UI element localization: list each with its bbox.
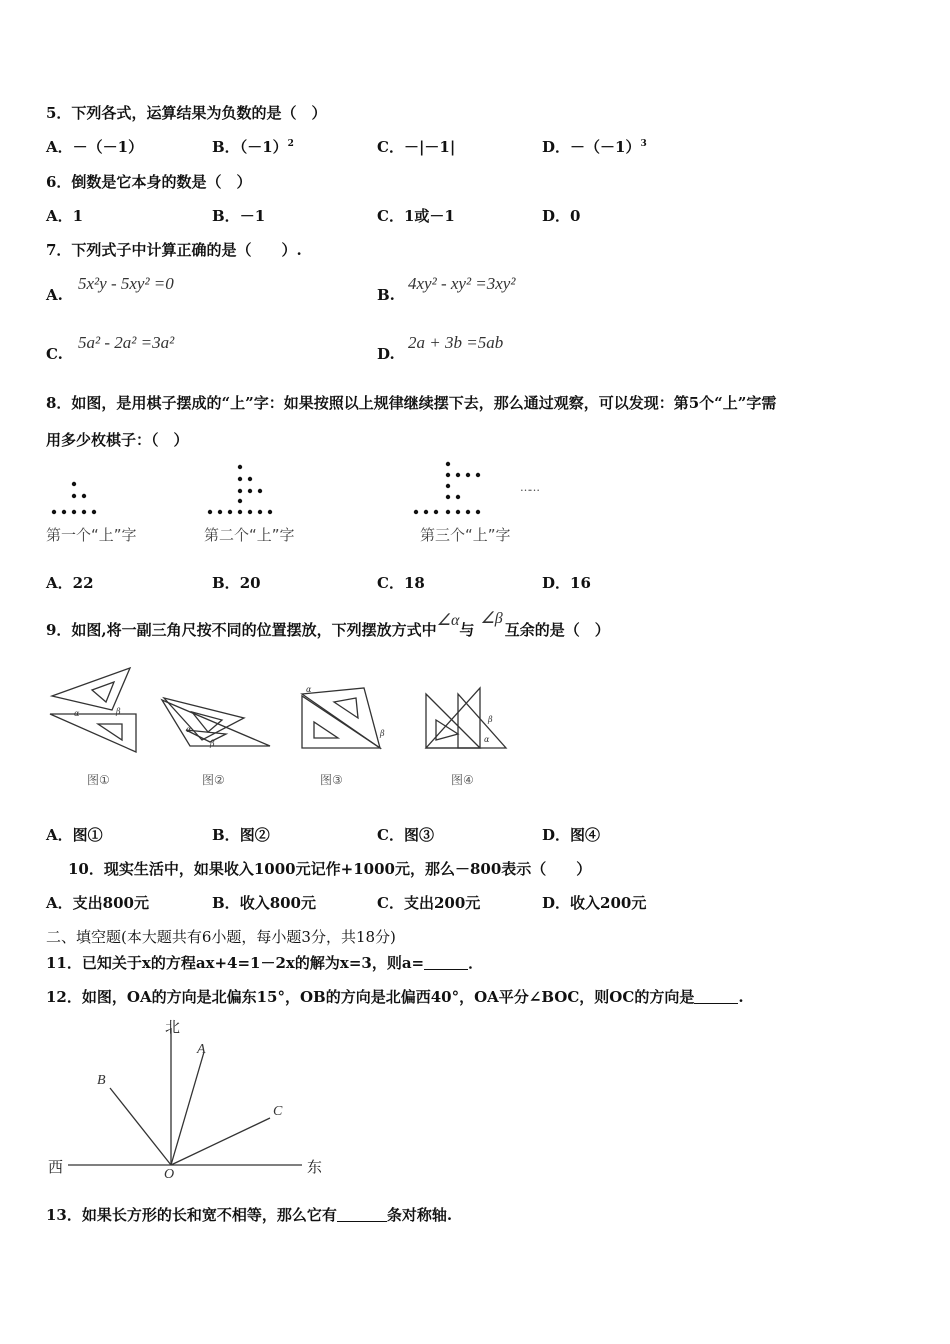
q8-figure-2-dots bbox=[208, 465, 272, 514]
q7-stem: 7．下列式子中计算正确的是（ ）. bbox=[46, 241, 302, 259]
q9-alpha: ∠α bbox=[436, 612, 460, 629]
svg-text:β: β bbox=[488, 715, 493, 724]
q7-option-d-expr: 2a + 3b =5ab bbox=[408, 333, 504, 352]
q8-figure bbox=[40, 455, 580, 525]
q12-ray-ob bbox=[110, 1088, 171, 1165]
q8-option-a: A．22 bbox=[46, 574, 94, 592]
q5-option-a: A．－（－1） bbox=[46, 138, 144, 156]
q10-stem: 10．现实生活中，如果收入1000元记作+1000元，那么－800表示（ ） bbox=[68, 860, 592, 878]
q7-option-a-expr: 5x²y - 5xy² =0 bbox=[78, 274, 174, 293]
q5-option-b: B．$(-1)^2$ bbox=[212, 138, 294, 156]
q13-stem: 13．如果长方形的长和宽不相等，那么它有 条对称轴. bbox=[46, 1206, 453, 1224]
q7-option-d-label: D. bbox=[377, 345, 395, 363]
svg-text:α: α bbox=[484, 735, 490, 744]
q9-option-d: D．图④ bbox=[542, 826, 601, 844]
q12-west-label: 西 bbox=[48, 1158, 64, 1176]
svg-text:β: β bbox=[380, 729, 385, 738]
q9-figure-3 bbox=[302, 685, 385, 748]
q12-ray-oa bbox=[171, 1052, 204, 1165]
q9-figure-2 bbox=[162, 698, 270, 748]
q8-stem-line2: 用多少枚棋子：（ ） bbox=[46, 431, 189, 449]
q12-north-label: 北 bbox=[165, 1018, 181, 1036]
q8-caption-3: 第三个“上”字 bbox=[420, 526, 511, 544]
q9-figure-3-label: 图③ bbox=[320, 773, 343, 787]
q5-option-c: C．－|－1| bbox=[377, 138, 456, 156]
q9-figure-4-label: 图④ bbox=[451, 773, 474, 787]
q6-option-a: A．1 bbox=[46, 207, 84, 225]
q11-answer-blank[interactable] bbox=[424, 955, 468, 970]
q7-option-a-label: A. bbox=[46, 286, 63, 304]
q9-option-c: C．图③ bbox=[377, 826, 434, 844]
q7-option-c-expr: 5a² - 2a² =3a² bbox=[78, 333, 175, 352]
q10-option-b: B．收入800元 bbox=[212, 894, 316, 912]
q9-option-b: B．图② bbox=[212, 826, 270, 844]
q7-option-c-label: C. bbox=[46, 345, 63, 363]
svg-text:α: α bbox=[306, 685, 312, 694]
svg-text:α: α bbox=[74, 709, 80, 718]
q12-point-c-label: C bbox=[273, 1104, 283, 1119]
q12-point-a-label: A bbox=[197, 1042, 206, 1057]
q5-stem: 5．下列各式，运算结果为负数的是（ ） bbox=[46, 104, 327, 122]
q9-figure-4 bbox=[426, 688, 506, 748]
q8-caption-2: 第二个“上”字 bbox=[204, 526, 295, 544]
q6-option-b: B．－1 bbox=[212, 207, 266, 225]
q8-caption-1: 第一个“上”字 bbox=[46, 526, 137, 544]
q12-diagram bbox=[40, 1010, 340, 1190]
q13-answer-blank[interactable] bbox=[337, 1207, 387, 1222]
q9-option-a: A．图① bbox=[46, 826, 103, 844]
q12-answer-blank[interactable] bbox=[694, 989, 738, 1004]
q8-option-b: B．20 bbox=[212, 574, 261, 592]
q9-stem: 9．如图,将一副三角尺按不同的位置摆放，下列摆放方式中∠α与∠β互余的是（ ） bbox=[46, 610, 610, 639]
q10-option-c: C．支出200元 bbox=[377, 894, 481, 912]
q8-stem-line1: 8．如图，是用棋子摆成的“上”字：如果按照以上规律继续摆下去，那么通过观察，可以发现：第5个“上”字需 bbox=[46, 394, 777, 412]
q8-option-d: D．16 bbox=[542, 574, 591, 592]
q12-point-b-label: B bbox=[97, 1073, 106, 1088]
q10-option-d: D．收入200元 bbox=[542, 894, 647, 912]
q8-ellipsis: …… bbox=[520, 481, 538, 494]
q11-stem: 11．已知关于x的方程ax+4=1－2x的解为x=3，则a= ． bbox=[46, 954, 484, 972]
q9-figure-2-label: 图② bbox=[202, 773, 225, 787]
svg-text:β: β bbox=[116, 707, 121, 716]
q12-point-o-label: O bbox=[164, 1167, 175, 1182]
q9-figure-1 bbox=[50, 668, 136, 752]
q8-figure-1-dots bbox=[52, 482, 96, 514]
q9-figure-1-label: 图① bbox=[87, 773, 110, 787]
q9-figures bbox=[40, 660, 520, 760]
q9-beta: ∠β bbox=[480, 610, 503, 627]
svg-text:β: β bbox=[210, 739, 215, 748]
q6-stem: 6．倒数是它本身的数是（ ） bbox=[46, 173, 252, 191]
q10-option-a: A．支出800元 bbox=[46, 894, 149, 912]
section-2-title: 二、填空题(本大题共有6小题，每小题3分，共18分) bbox=[46, 928, 396, 946]
q6-option-d: D．0 bbox=[542, 207, 581, 225]
q12-ray-oc bbox=[171, 1118, 270, 1165]
q8-figure-3-dots bbox=[414, 462, 480, 514]
svg-text:α: α bbox=[186, 725, 192, 734]
q12-stem: 12．如图，OA的方向是北偏东15°，OB的方向是北偏西40°，OA平分∠BOC，则OC的方向是 . bbox=[46, 988, 744, 1006]
q6-option-c: C．1或－1 bbox=[377, 207, 455, 225]
q12-east-label: 东 bbox=[307, 1158, 323, 1176]
q8-option-c: C．18 bbox=[377, 574, 425, 592]
q5-option-d: D．$-(-1)^3$ bbox=[542, 138, 647, 156]
q7-option-b-label: B. bbox=[377, 286, 395, 304]
q7-option-b-expr: 4xy² - xy² =3xy² bbox=[408, 274, 516, 293]
